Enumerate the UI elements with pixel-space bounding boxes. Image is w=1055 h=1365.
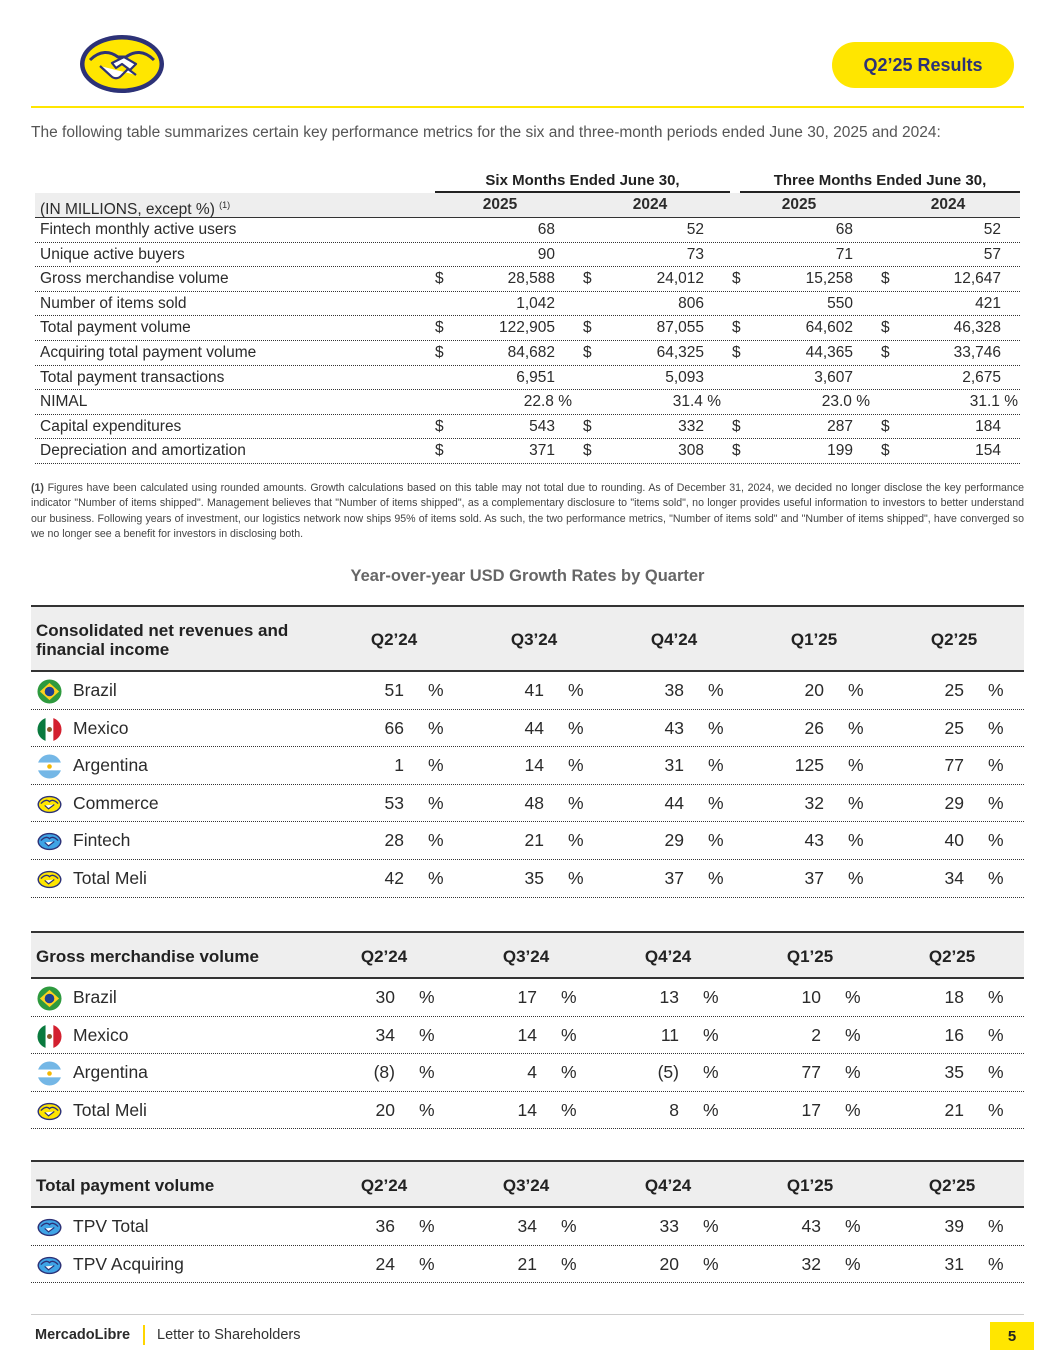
growth-value: 39 <box>944 1216 964 1236</box>
kpi-value: 57 <box>983 245 1001 263</box>
kpi-metric-label: Total payment volume <box>40 319 191 337</box>
currency-symbol: $ <box>583 319 592 337</box>
kpi-value: 550 <box>827 294 853 312</box>
kpi-value: 52 <box>983 221 1001 238</box>
growth-row <box>31 1017 1024 1055</box>
kpi-metric-label: Unique active buyers <box>40 245 185 263</box>
kpi-value: 371 <box>529 442 555 460</box>
percent-sign: % <box>568 755 584 776</box>
percent-sign: % <box>988 987 1004 1007</box>
growth-value: 40 <box>944 830 964 851</box>
percent-sign: % <box>419 1216 435 1236</box>
growth-value: 20 <box>804 680 824 700</box>
growth-row <box>31 785 1024 823</box>
mexico-flag-icon <box>37 1024 62 1049</box>
kpi-header-row <box>35 193 1020 218</box>
growth-row <box>31 710 1024 748</box>
growth-value: 17 <box>517 987 537 1007</box>
growth-value: 44 <box>664 792 684 813</box>
growth-value: 1 <box>394 755 404 776</box>
percent-sign: % <box>708 755 724 776</box>
growth-value: 32 <box>804 792 824 813</box>
kpi-metric-label: NIMAL <box>40 393 88 411</box>
kpi-row <box>35 415 1020 440</box>
growth-value: 37 <box>664 867 684 888</box>
kpi-value: 31.4 % <box>672 393 721 411</box>
currency-symbol: $ <box>435 417 444 435</box>
revenue-growth-table <box>31 605 1024 898</box>
percent-sign: % <box>988 1216 1004 1236</box>
kpi-metric-label: Acquiring total payment volume <box>40 344 257 361</box>
header-divider <box>31 106 1024 108</box>
growth-value: 34 <box>375 1024 395 1045</box>
quarter-header: Q2’24 <box>360 1176 408 1195</box>
growth-row-label: TPV Acquiring <box>73 1253 184 1274</box>
currency-symbol: $ <box>881 319 890 337</box>
quarter-header: Q2’25 <box>928 1176 976 1195</box>
kpi-row <box>35 366 1020 391</box>
currency-symbol: $ <box>732 319 741 337</box>
kpi-value: 12,647 <box>953 270 1001 288</box>
percent-sign: % <box>703 1099 719 1120</box>
kpi-metric-label: Number of items sold <box>40 294 187 312</box>
kpi-value: 3,607 <box>814 368 853 386</box>
percent-sign: % <box>568 717 584 738</box>
growth-value: 31 <box>664 755 684 776</box>
intro-paragraph: The following table summarizes certain key performance metrics for the six and three-month periods ended June 30, 2025 and 2024: <box>31 124 941 141</box>
meli-handshake-icon <box>37 867 62 892</box>
percent-sign: % <box>703 1024 719 1045</box>
growth-value: 17 <box>801 1099 821 1120</box>
argentina-flag-icon <box>37 754 62 779</box>
growth-section-title: Year-over-year USD Growth Rates by Quarter <box>350 567 705 585</box>
percent-sign: % <box>848 755 864 776</box>
kpi-value: 543 <box>529 417 555 435</box>
argentina-flag-icon <box>37 1061 62 1086</box>
growth-row-label: Fintech <box>73 830 131 851</box>
percent-sign: % <box>568 680 584 700</box>
footer-brand: MercadoLibre <box>35 1327 131 1343</box>
quarter-header: Q4’24 <box>650 630 698 649</box>
percent-sign: % <box>703 1216 719 1236</box>
percent-sign: % <box>988 717 1004 738</box>
percent-sign: % <box>419 1253 435 1274</box>
percent-sign: % <box>988 792 1004 813</box>
growth-value: 16 <box>944 1024 964 1045</box>
percent-sign: % <box>561 1216 577 1236</box>
growth-value: 51 <box>384 680 404 700</box>
percent-sign: % <box>703 1253 719 1274</box>
growth-value: 13 <box>659 987 679 1007</box>
percent-sign: % <box>561 987 577 1007</box>
fintech-handshake-icon <box>37 1215 62 1240</box>
growth-value: 18 <box>944 987 964 1007</box>
percent-sign: % <box>848 717 864 738</box>
percent-sign: % <box>419 1099 435 1120</box>
kpi-metric-label: Depreciation and amortization <box>40 442 246 460</box>
kpi-value: 421 <box>975 294 1001 312</box>
kpi-value: 2,675 <box>962 368 1001 386</box>
kpi-metric-label: Gross merchandise volume <box>40 270 229 288</box>
growth-value: 10 <box>801 987 821 1007</box>
currency-symbol: $ <box>732 417 741 435</box>
growth-value: 14 <box>517 1099 537 1120</box>
growth-value: 44 <box>524 717 544 738</box>
growth-value: 48 <box>524 792 544 813</box>
growth-row <box>31 747 1024 785</box>
growth-value: 14 <box>517 1024 537 1045</box>
kpi-value: 64,602 <box>805 319 853 337</box>
growth-value: 43 <box>664 717 684 738</box>
growth-value: 42 <box>384 867 404 888</box>
growth-row-label: TPV Total <box>73 1216 149 1236</box>
percent-sign: % <box>708 867 724 888</box>
kpi-metric-label: Fintech monthly active users <box>40 221 237 238</box>
footer-document-title: Letter to Shareholders <box>157 1327 301 1343</box>
kpi-row <box>35 218 1020 243</box>
growth-row <box>31 1208 1024 1246</box>
growth-value: 29 <box>664 830 684 851</box>
growth-row <box>31 1246 1024 1284</box>
fintech-handshake-icon <box>37 829 62 854</box>
currency-symbol: $ <box>583 442 592 460</box>
percent-sign: % <box>708 717 724 738</box>
percent-sign: % <box>848 680 864 700</box>
growth-row <box>31 672 1024 710</box>
currency-symbol: $ <box>881 270 890 288</box>
growth-value: 26 <box>804 717 824 738</box>
percent-sign: % <box>848 867 864 888</box>
percent-sign: % <box>428 755 444 776</box>
tpv-growth-table <box>31 1160 1024 1283</box>
kpi-value: 806 <box>678 294 704 312</box>
growth-value: (5) <box>657 1062 679 1083</box>
percent-sign: % <box>703 987 719 1007</box>
growth-row-label: Brazil <box>73 680 117 700</box>
growth-row <box>31 860 1024 898</box>
currency-symbol: $ <box>881 417 890 435</box>
year-header: 2025 <box>482 196 518 213</box>
percent-sign: % <box>419 987 435 1007</box>
currency-symbol: $ <box>881 442 890 460</box>
growth-row-label: Argentina <box>73 755 148 776</box>
currency-symbol: $ <box>732 344 741 361</box>
currency-symbol: $ <box>435 344 444 361</box>
kpi-value: 52 <box>686 221 704 238</box>
quarter-header: Q3’24 <box>510 630 558 649</box>
growth-value: 125 <box>794 755 824 776</box>
kpi-value: 71 <box>835 245 853 263</box>
kpi-value: 68 <box>835 221 853 238</box>
currency-symbol: $ <box>881 344 890 361</box>
growth-value: 43 <box>804 830 824 851</box>
percent-sign: % <box>848 830 864 851</box>
percent-sign: % <box>419 1062 435 1083</box>
kpi-row <box>35 316 1020 341</box>
brazil-flag-icon <box>37 986 62 1011</box>
currency-symbol: $ <box>435 270 444 288</box>
year-header: 2024 <box>632 196 668 213</box>
growth-value: 25 <box>944 717 964 738</box>
quarter-header: Q2’25 <box>928 947 976 966</box>
percent-sign: % <box>988 830 1004 851</box>
kpi-row <box>35 243 1020 268</box>
growth-value: 32 <box>801 1253 821 1274</box>
percent-sign: % <box>845 1253 861 1274</box>
percent-sign: % <box>561 1062 577 1083</box>
mexico-flag-icon <box>37 717 62 742</box>
growth-value: 8 <box>669 1099 679 1120</box>
kpi-metric-label: Total payment transactions <box>40 368 225 386</box>
quarter-header: Q3’24 <box>502 1176 550 1195</box>
quarter-header: Q2’24 <box>360 947 408 966</box>
currency-symbol: $ <box>732 442 741 460</box>
footnote-marker: (1) <box>31 482 44 494</box>
growth-value: 66 <box>384 717 404 738</box>
growth-table-title: Consolidated net revenues and financial income <box>36 621 289 659</box>
quarter-header: Q1’25 <box>786 947 834 966</box>
quarter-header: Q4’24 <box>644 947 692 966</box>
percent-sign: % <box>988 680 1004 700</box>
growth-table-header <box>31 605 1024 672</box>
percent-sign: % <box>428 867 444 888</box>
quarter-header: Q1’25 <box>790 630 838 649</box>
growth-value: 20 <box>375 1099 395 1120</box>
kpi-value: 28,588 <box>507 270 555 288</box>
percent-sign: % <box>845 1099 861 1120</box>
kpi-value: 87,055 <box>656 319 704 337</box>
kpi-value: 154 <box>975 442 1001 460</box>
kpi-value: 31.1 % <box>969 393 1018 411</box>
quarter-header: Q2’25 <box>930 630 978 649</box>
year-header: 2025 <box>781 196 817 213</box>
percent-sign: % <box>708 680 724 700</box>
currency-symbol: $ <box>583 417 592 435</box>
percent-sign: % <box>845 1216 861 1236</box>
growth-row-label: Total Meli <box>73 1099 147 1120</box>
growth-value: 30 <box>375 987 395 1007</box>
percent-sign: % <box>988 1253 1004 1274</box>
currency-symbol: $ <box>583 270 592 288</box>
quarter-header: Q2’24 <box>370 630 418 649</box>
quarter-header: Q4’24 <box>644 1176 692 1195</box>
growth-table-title: Gross merchandise volume <box>36 947 259 966</box>
year-header: 2024 <box>930 196 966 213</box>
growth-value: 35 <box>944 1062 964 1083</box>
percent-sign: % <box>845 987 861 1007</box>
growth-value: 77 <box>944 755 964 776</box>
growth-value: 21 <box>524 830 544 851</box>
growth-row <box>31 822 1024 860</box>
unit-footnote-ref: (1) <box>219 200 231 210</box>
percent-sign: % <box>568 792 584 813</box>
kpi-value: 73 <box>686 245 704 263</box>
growth-value: 28 <box>384 830 404 851</box>
kpi-value: 199 <box>827 442 853 460</box>
kpi-value: 184 <box>975 417 1001 435</box>
kpi-value: 1,042 <box>516 294 555 312</box>
kpi-metric-label: Capital expenditures <box>40 417 182 435</box>
currency-symbol: $ <box>583 344 592 361</box>
footnote: (1) Figures have been calculated using rounded amounts. Growth calculations based on this table may not total due to rounding. As of December 31, 2024, we decided no longer disclose the key performance indicator "Number of items shipped". Management believes that "Number of items shipped", as a complementary disclosure to "items sold", no longer provides useful information to investors to better understand our business. Following years of investment, our logistics network now ships 95% of items sold. As such, the two performance metrics, "Number of items sold" and "Number of items shipped", have converged so we no longer see a benefit for investors in disclosing both. <box>31 482 1024 540</box>
kpi-value: 6,951 <box>516 368 555 386</box>
kpi-row <box>35 292 1020 317</box>
percent-sign: % <box>703 1062 719 1083</box>
unit-label: (IN MILLIONS, except %) $^{(1)}$ <box>40 200 231 219</box>
kpi-value: 287 <box>827 417 853 435</box>
currency-symbol: $ <box>435 319 444 337</box>
growth-value: 21 <box>517 1253 537 1274</box>
kpi-value: 44,365 <box>805 344 853 361</box>
growth-value: 38 <box>664 680 684 700</box>
kpi-value: 308 <box>678 442 704 460</box>
growth-row-label: Brazil <box>73 987 117 1007</box>
kpi-value: 33,746 <box>953 344 1001 361</box>
percent-sign: % <box>845 1024 861 1045</box>
kpi-value: 46,328 <box>953 319 1001 337</box>
growth-value: 21 <box>944 1099 964 1120</box>
percent-sign: % <box>428 680 444 700</box>
kpi-value: 68 <box>537 221 555 238</box>
percent-sign: % <box>568 867 584 888</box>
growth-value: 2 <box>811 1024 821 1045</box>
kpi-value: 23.0 % <box>821 393 870 411</box>
growth-value: 35 <box>524 867 544 888</box>
percent-sign: % <box>988 755 1004 776</box>
growth-value: 31 <box>944 1253 964 1274</box>
brazil-flag-icon <box>37 679 62 704</box>
kpi-value: 332 <box>678 417 704 435</box>
growth-value: 36 <box>375 1216 395 1236</box>
growth-value: 14 <box>524 755 544 776</box>
kpi-value: 64,325 <box>656 344 704 361</box>
kpi-value: 22.8 % <box>523 393 572 411</box>
growth-row-label: Total Meli <box>73 867 147 888</box>
growth-table-header <box>31 931 1024 979</box>
percent-sign: % <box>428 717 444 738</box>
currency-symbol: $ <box>435 442 444 460</box>
percent-sign: % <box>988 1099 1004 1120</box>
fintech-handshake-icon <box>37 1253 62 1278</box>
kpi-value: 24,012 <box>656 270 704 288</box>
kpi-value: 90 <box>537 245 555 263</box>
quarter-header: Q1’25 <box>786 1176 834 1195</box>
growth-row <box>31 1092 1024 1130</box>
kpi-row <box>35 390 1020 415</box>
growth-value: 77 <box>801 1062 821 1083</box>
growth-row-label: Argentina <box>73 1062 148 1083</box>
mercadolibre-logo <box>78 33 166 95</box>
kpi-row <box>35 267 1020 292</box>
commerce-handshake-icon <box>37 792 62 817</box>
percent-sign: % <box>428 792 444 813</box>
growth-row <box>31 979 1024 1017</box>
growth-value: 37 <box>804 867 824 888</box>
meli-handshake-icon <box>37 1099 62 1124</box>
percent-sign: % <box>568 830 584 851</box>
growth-value: 34 <box>517 1216 537 1236</box>
percent-sign: % <box>845 1062 861 1083</box>
kpi-value: 84,682 <box>507 344 555 361</box>
footer-divider <box>31 1314 1024 1315</box>
growth-value: 11 <box>660 1024 679 1045</box>
growth-value: 24 <box>375 1253 395 1274</box>
percent-sign: % <box>708 792 724 813</box>
currency-symbol: $ <box>732 270 741 288</box>
growth-value: 20 <box>659 1253 679 1274</box>
growth-table-title: Total payment volume <box>36 1176 215 1195</box>
kpi-value: 15,258 <box>805 270 853 288</box>
kpi-value: 5,093 <box>665 368 704 386</box>
percent-sign: % <box>708 830 724 851</box>
percent-sign: % <box>561 1253 577 1274</box>
growth-value: 4 <box>527 1062 537 1083</box>
growth-table-header <box>31 1160 1024 1208</box>
quarter-header: Q3’24 <box>502 947 550 966</box>
percent-sign: % <box>561 1099 577 1120</box>
percent-sign: % <box>848 792 864 813</box>
page-number: 5 <box>990 1322 1034 1350</box>
growth-value: 33 <box>659 1216 679 1236</box>
kpi-row <box>35 341 1020 366</box>
growth-row-label: Commerce <box>73 792 159 813</box>
growth-row <box>31 1054 1024 1092</box>
growth-value: 53 <box>384 792 404 813</box>
growth-value: 34 <box>944 867 964 888</box>
percent-sign: % <box>561 1024 577 1045</box>
growth-value: (8) <box>373 1062 395 1083</box>
footer-separator <box>143 1325 145 1345</box>
percent-sign: % <box>419 1024 435 1045</box>
percent-sign: % <box>988 867 1004 888</box>
percent-sign: % <box>988 1024 1004 1045</box>
growth-value: 43 <box>801 1216 821 1236</box>
six-months-group-header: Six Months Ended June 30, <box>485 172 680 189</box>
kpi-value: 122,905 <box>498 319 555 337</box>
quarter-results-badge: Q2’25 Results <box>832 42 1014 88</box>
growth-row-label: Mexico <box>73 1024 129 1045</box>
growth-value: 25 <box>944 680 964 700</box>
kpi-row <box>35 439 1020 464</box>
growth-row-label: Mexico <box>73 717 129 738</box>
percent-sign: % <box>428 830 444 851</box>
growth-value: 29 <box>944 792 964 813</box>
gmv-growth-table <box>31 931 1024 1129</box>
percent-sign: % <box>988 1062 1004 1083</box>
three-months-group-header: Three Months Ended June 30, <box>773 172 987 189</box>
growth-value: 41 <box>524 680 544 700</box>
